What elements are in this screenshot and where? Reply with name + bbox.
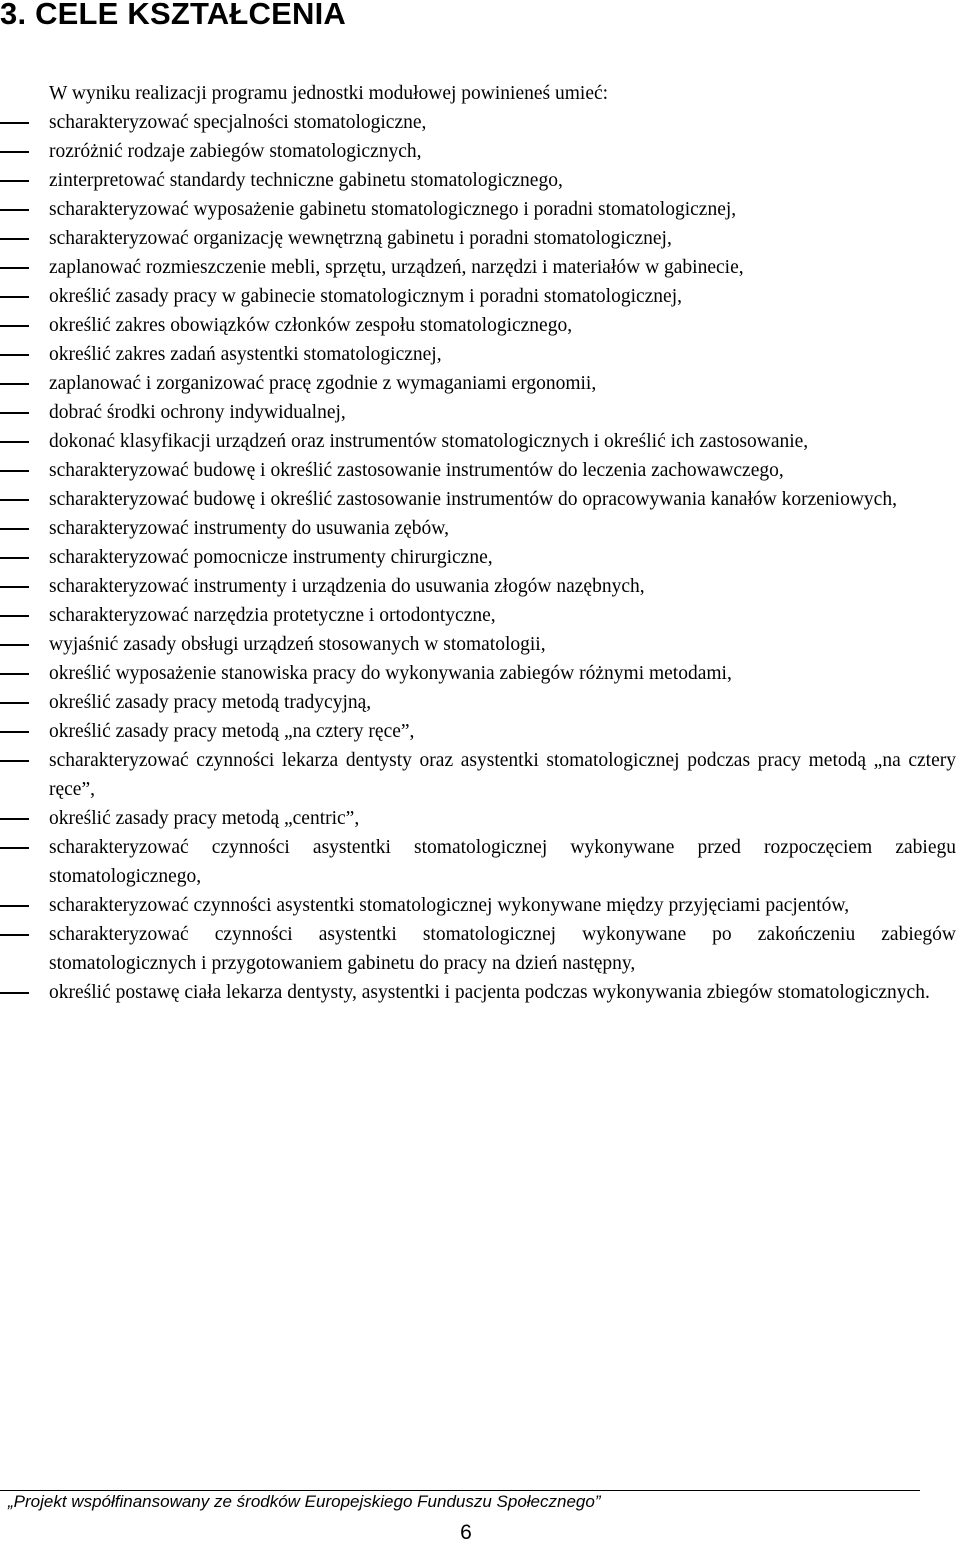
list-item — [0, 166, 956, 195]
list-item — [0, 717, 956, 746]
dash-bullet-icon — [0, 557, 29, 559]
list-item — [0, 891, 956, 920]
dash-bullet-icon — [0, 267, 29, 269]
list-item-text: określić zakres obowiązków członków zespołu stomatologicznego, — [49, 315, 573, 336]
list-item-text: dokonać klasyfikacji urządzeń oraz instrumentów stomatologicznych i określić ich zastosowanie, — [49, 431, 809, 452]
list-item — [0, 456, 956, 485]
list-item-text: scharakteryzować budowę i określić zastosowanie instrumentów do opracowywania kanałów korzeniowych, — [49, 489, 897, 510]
list-item-text: scharakteryzować czynności asystentki stomatologicznej wykonywane po zakończeniu zabiegów stomatologicznych i przygotowaniem gabinetu do pracy na dzień następny, — [49, 924, 956, 974]
list-item — [0, 253, 956, 282]
dash-bullet-icon — [0, 528, 29, 530]
list-item — [0, 659, 956, 688]
dash-bullet-icon — [0, 412, 29, 414]
dash-bullet-icon — [0, 992, 29, 994]
list-item-text: scharakteryzować pomocnicze instrumenty chirurgiczne, — [49, 547, 493, 568]
list-item-text: określić wyposażenie stanowiska pracy do wykonywania zabiegów różnymi metodami, — [49, 663, 732, 684]
list-item — [0, 398, 956, 427]
list-item-text: wyjaśnić zasady obsługi urządzeń stosowanych w stomatologii, — [49, 634, 546, 655]
list-item — [0, 630, 956, 659]
list-item-text: zinterpretować standardy techniczne gabinetu stomatologicznego, — [49, 170, 563, 191]
list-item — [0, 920, 956, 978]
list-item — [0, 108, 956, 137]
list-item — [0, 833, 956, 891]
dash-bullet-icon — [0, 470, 29, 472]
dash-bullet-icon — [0, 122, 29, 124]
list-item — [0, 427, 956, 456]
list-item-text: określić zakres zadań asystentki stomatologicznej, — [49, 344, 442, 365]
dash-bullet-icon — [0, 760, 29, 762]
list-item — [0, 688, 956, 717]
list-item-text: określić zasady pracy metodą „centric”, — [49, 808, 360, 829]
dash-bullet-icon — [0, 847, 29, 849]
dash-bullet-icon — [0, 180, 29, 182]
list-item — [0, 514, 956, 543]
dash-bullet-icon — [0, 644, 29, 646]
list-item-text: określić zasady pracy w gabinecie stomatologicznym i poradni stomatologicznej, — [49, 286, 683, 307]
dash-bullet-icon — [0, 934, 29, 936]
list-item-text: scharakteryzować instrumenty i urządzenia do usuwania złogów nazębnych, — [49, 576, 645, 597]
list-item-text: scharakteryzować instrumenty do usuwania zębów, — [49, 518, 449, 539]
list-item — [0, 311, 956, 340]
list-item-text: scharakteryzować czynności asystentki stomatologicznej wykonywane między przyjęciami pacjentów, — [49, 895, 850, 916]
list-item — [0, 282, 956, 311]
dash-bullet-icon — [0, 615, 29, 617]
dash-bullet-icon — [0, 702, 29, 704]
list-item-text: rozróżnić rodzaje zabiegów stomatologicznych, — [49, 141, 422, 162]
dash-bullet-icon — [0, 818, 29, 820]
list-item-text: scharakteryzować budowę i określić zastosowanie instrumentów do leczenia zachowawczego, — [49, 460, 784, 481]
dash-bullet-icon — [0, 731, 29, 733]
list-item-text: określić zasady pracy metodą tradycyjną, — [49, 692, 372, 713]
list-item-text: scharakteryzować wyposażenie gabinetu stomatologicznego i poradni stomatologicznej, — [49, 199, 737, 220]
dash-bullet-icon — [0, 673, 29, 675]
intro-text: W wyniku realizacji programu jednostki modułowej powinieneś umieć: — [49, 83, 609, 104]
list-item — [0, 543, 956, 572]
list-item — [0, 340, 956, 369]
list-item — [0, 195, 956, 224]
footer-funding-note: „Projekt współfinansowany ze środków Europejskiego Funduszu Społecznego” — [8, 1492, 601, 1511]
dash-bullet-icon — [0, 238, 29, 240]
list-item — [0, 369, 956, 398]
list-item — [0, 746, 956, 804]
dash-bullet-icon — [0, 151, 29, 153]
list-item-text: zaplanować rozmieszczenie mebli, sprzętu, urządzeń, narzędzi i materiałów w gabinecie, — [49, 257, 744, 278]
list-item — [0, 572, 956, 601]
list-item — [0, 137, 956, 166]
list-item-text: scharakteryzować czynności asystentki stomatologicznej wykonywane przed rozpoczęciem zabiegu stomatologicznego, — [49, 837, 956, 887]
list-item-text: scharakteryzować specjalności stomatologiczne, — [49, 112, 427, 133]
list-item — [0, 601, 956, 630]
list-item-text: określić zasady pracy metodą „na cztery ręce”, — [49, 721, 415, 742]
dash-bullet-icon — [0, 441, 29, 443]
list-item — [0, 485, 956, 514]
dash-bullet-icon — [0, 209, 29, 211]
section-heading: 3. CELE KSZTAŁCENIA — [0, 0, 346, 31]
dash-bullet-icon — [0, 905, 29, 907]
dash-bullet-icon — [0, 383, 29, 385]
list-item-text: scharakteryzować organizację wewnętrzną gabinetu i poradni stomatologicznej, — [49, 228, 672, 249]
list-item-text: zaplanować i zorganizować pracę zgodnie z wymaganiami ergonomii, — [49, 373, 597, 394]
list-item — [0, 224, 956, 253]
page-number: 6 — [460, 1521, 472, 1544]
list-item-text: scharakteryzować czynności lekarza dentysty oraz asystentki stomatologicznej podczas pracy metodą „na cztery ręce”, — [49, 750, 956, 800]
dash-bullet-icon — [0, 296, 29, 298]
list-item — [0, 804, 956, 833]
dash-bullet-icon — [0, 586, 29, 588]
list-item-text: scharakteryzować narzędzia protetyczne i ortodontyczne, — [49, 605, 496, 626]
dash-bullet-icon — [0, 325, 29, 327]
list-item-text: określić postawę ciała lekarza dentysty, asystentki i pacjenta podczas wykonywania zbiegów stomatologicznych. — [49, 982, 930, 1003]
objectives-list — [0, 108, 956, 1007]
dash-bullet-icon — [0, 499, 29, 501]
list-item — [0, 978, 956, 1007]
dash-bullet-icon — [0, 354, 29, 356]
list-item-text: dobrać środki ochrony indywidualnej, — [49, 402, 346, 423]
